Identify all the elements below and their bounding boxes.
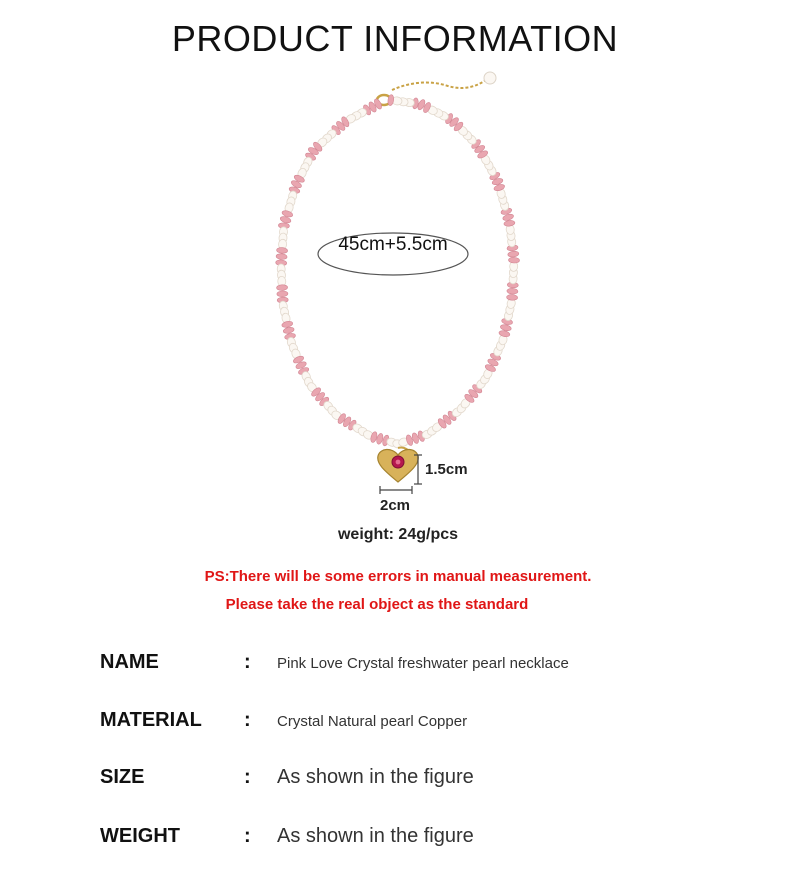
spec-row-material	[0, 709, 800, 739]
standard-note: Please take the real object as the standard	[225, 596, 529, 613]
width-dimension-line	[380, 486, 412, 494]
crystal-bead	[507, 288, 518, 294]
length-label: 45cm+5.5cm	[338, 234, 448, 255]
end-pearl	[484, 72, 496, 84]
spec-label: WEIGHT	[100, 825, 180, 847]
crystal-bead	[276, 285, 287, 291]
crystal-bead	[508, 257, 519, 263]
spec-colon: :	[244, 766, 251, 788]
spec-colon: :	[244, 709, 251, 731]
spec-label: MATERIAL	[100, 709, 202, 731]
spec-colon: :	[244, 825, 251, 847]
spec-value: Pink Love Crystal freshwater pearl necklace	[277, 655, 569, 672]
measurement-note: PS:There will be some errors in manual measurement.	[204, 568, 592, 585]
page-title: PRODUCT INFORMATION	[171, 18, 619, 59]
spec-row-size	[0, 766, 800, 796]
spec-value: Crystal Natural pearl Copper	[277, 713, 468, 730]
necklace-illustration	[0, 60, 800, 520]
spec-row-name	[0, 651, 800, 681]
crystal-bead	[504, 220, 516, 227]
crystal-bead	[276, 247, 287, 253]
spec-value: As shown in the figure	[277, 825, 474, 847]
spec-label: SIZE	[100, 766, 145, 788]
crystal-bead	[506, 294, 517, 300]
crystal-bead	[276, 253, 287, 259]
pendant-width-label: 2cm	[380, 497, 411, 514]
crystal-bead	[277, 291, 288, 297]
spec-value: As shown in the figure	[277, 766, 474, 788]
crystal-bead	[507, 251, 519, 258]
spec-colon: :	[244, 651, 251, 673]
heart-pendant	[378, 447, 419, 482]
necklace-figure	[0, 60, 800, 520]
weight-label: weight: 24g/pcs	[337, 526, 459, 543]
spec-label: NAME	[100, 651, 159, 673]
pendant-height-label: 1.5cm	[425, 461, 468, 478]
spec-row-weight	[0, 825, 800, 855]
extension-chain	[392, 80, 486, 90]
